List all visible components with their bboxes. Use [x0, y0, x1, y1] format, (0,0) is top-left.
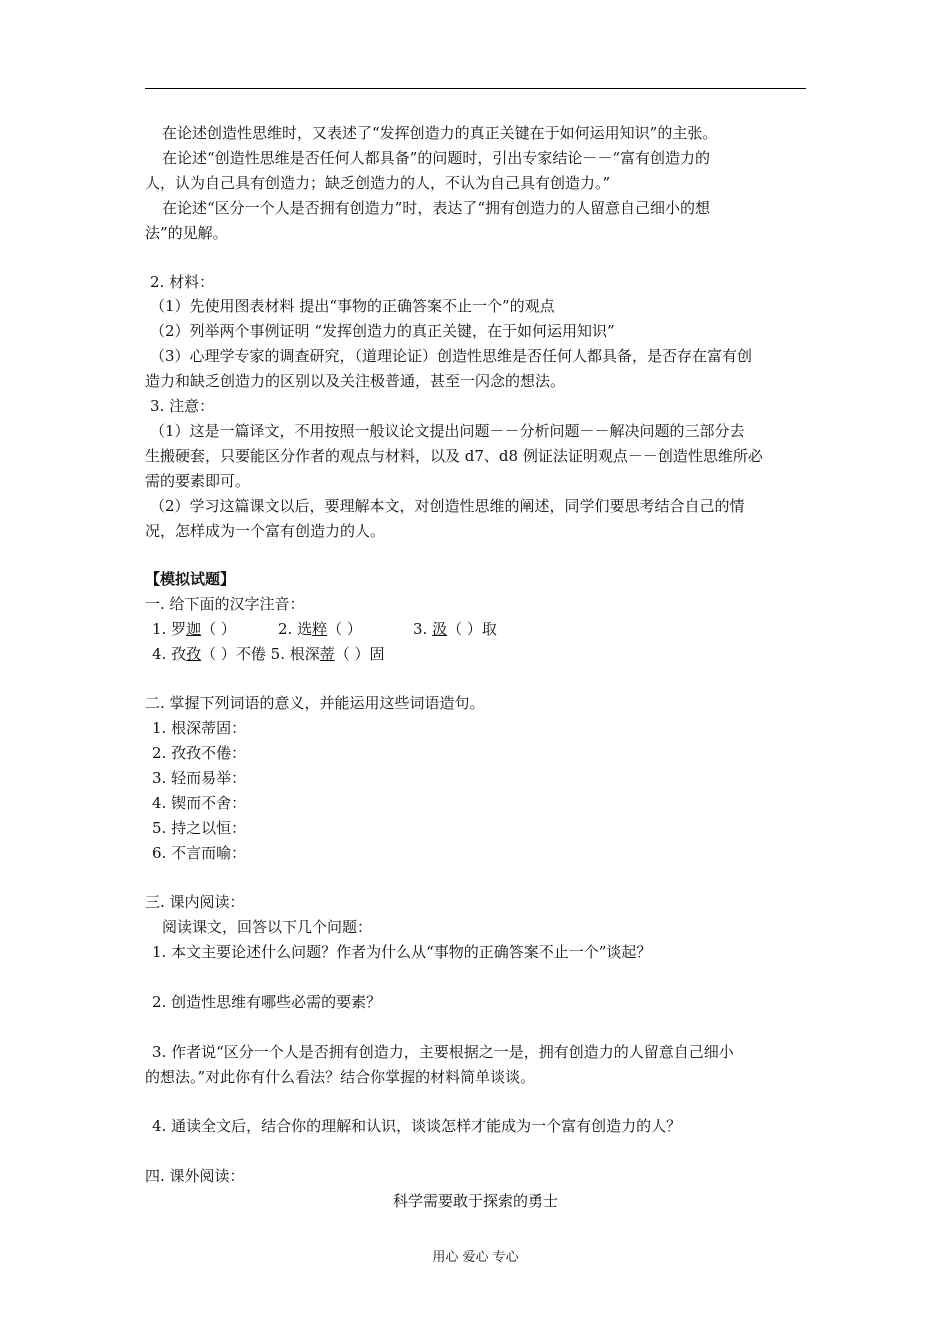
notes-item-2-line-1: （2）学习这篇课文以后，要理解本文，对创造性思维的阐述，同学们要思考结合自己的情: [150, 497, 745, 515]
q2-item: 2. 孜孜不倦：: [152, 744, 247, 762]
notes-item-1-line-3: 需的要素即可。: [145, 472, 251, 490]
q3-item-3-line-1: 3. 作者说“区分一个人是否拥有创造力，主要根据之一是，拥有创造力的人留意自己细小: [152, 1043, 734, 1061]
q3-item-1: 1. 本文主要论述什么问题？作者为什么从“事物的正确答案不止一个”谈起？: [152, 943, 652, 961]
q2-heading: 二. 掌握下列词语的意义，并能运用这些词语造句。: [145, 694, 485, 712]
notes-item-1-line-1: （1）这是一篇译文，不用按照一般议论文提出问题－－分析问题－－解决问题的三部分去: [150, 422, 745, 440]
q1-heading: 一. 给下面的汉字注音：: [145, 595, 305, 613]
q2-item: 1. 根深蒂固：: [152, 719, 247, 737]
intro-paragraph-2-line-2: 人，认为自己具有创造力；缺乏创造力的人，不认为自己具有创造力。”: [145, 174, 611, 192]
page-footer: 用心 爱心 专心: [432, 1250, 519, 1265]
q3-heading: 三. 课内阅读：: [145, 893, 245, 911]
q2-item: 3. 轻而易举：: [152, 769, 247, 787]
article-title: 科学需要敢于探索的勇士: [392, 1192, 558, 1210]
q3-item-4: 4. 通读全文后，结合你的理解和认识，谈谈怎样才能成为一个富有创造力的人？: [152, 1117, 682, 1135]
intro-paragraph-2-line-1: 在论述“创造性思维是否任何人都具备”的问题时，引出专家结论－－“富有创造力的: [162, 149, 711, 167]
materials-item-3-line-2: 造力和缺乏创造力的区别以及关注极普通，甚至一闪念的想法。: [145, 372, 566, 390]
header-rule: [145, 88, 806, 89]
notes-item-2-line-2: 况，怎样成为一个富有创造力的人。: [145, 522, 386, 540]
notes-heading: 3. 注意：: [150, 397, 215, 415]
mock-exam-heading: 【模拟试题】: [145, 570, 236, 588]
q2-item: 6. 不言而喻：: [152, 844, 247, 862]
materials-item-2: （2）列举两个事例证明 “发挥创造力的真正关键，在于如何运用知识”: [150, 322, 615, 340]
materials-item-3-line-1: （3）心理学专家的调查研究，（道理论证）创造性思维是否任何人都具备，是否存在富有创: [150, 347, 753, 365]
q2-item: 4. 锲而不舍：: [152, 794, 247, 812]
materials-heading: 2. 材料：: [150, 273, 215, 291]
q1-item-1: 1. 罗迦（ ）: [152, 620, 236, 638]
intro-paragraph-3-line-1: 在论述“区分一个人是否拥有创造力”时，表达了“拥有创造力的人留意自己细小的想: [162, 199, 711, 217]
q1-item-3: 3. 汲（ ）取: [413, 620, 497, 638]
q1-item-2: 2. 选粹（ ）: [278, 620, 362, 638]
q3-item-3-line-2: 的想法。”对此你有什么看法？结合你掌握的材料简单谈谈。: [145, 1068, 536, 1086]
materials-item-1: （1）先使用图表材料 提出“事物的正确答案不止一个”的观点: [150, 297, 555, 315]
q2-item: 5. 持之以恒：: [152, 819, 247, 837]
q3-intro: 阅读课文，回答以下几个问题：: [162, 918, 373, 936]
intro-paragraph-3-line-2: 法”的见解。: [145, 224, 228, 242]
q4-heading: 四. 课外阅读：: [145, 1167, 245, 1185]
q1-item-4-5: 4. 孜孜（ ）不倦 5. 根深蒂（ ）固: [152, 645, 385, 663]
intro-paragraph-1: 在论述创造性思维时，又表述了“发挥创造力的真正关键在于如何运用知识”的主张。: [162, 124, 718, 142]
notes-item-1-line-2: 生搬硬套，只要能区分作者的观点与材料，以及 d7、d8 例证法证明观点－－创造性思维所必: [145, 447, 763, 465]
q3-item-2: 2. 创造性思维有哪些必需的要素？: [152, 993, 382, 1011]
